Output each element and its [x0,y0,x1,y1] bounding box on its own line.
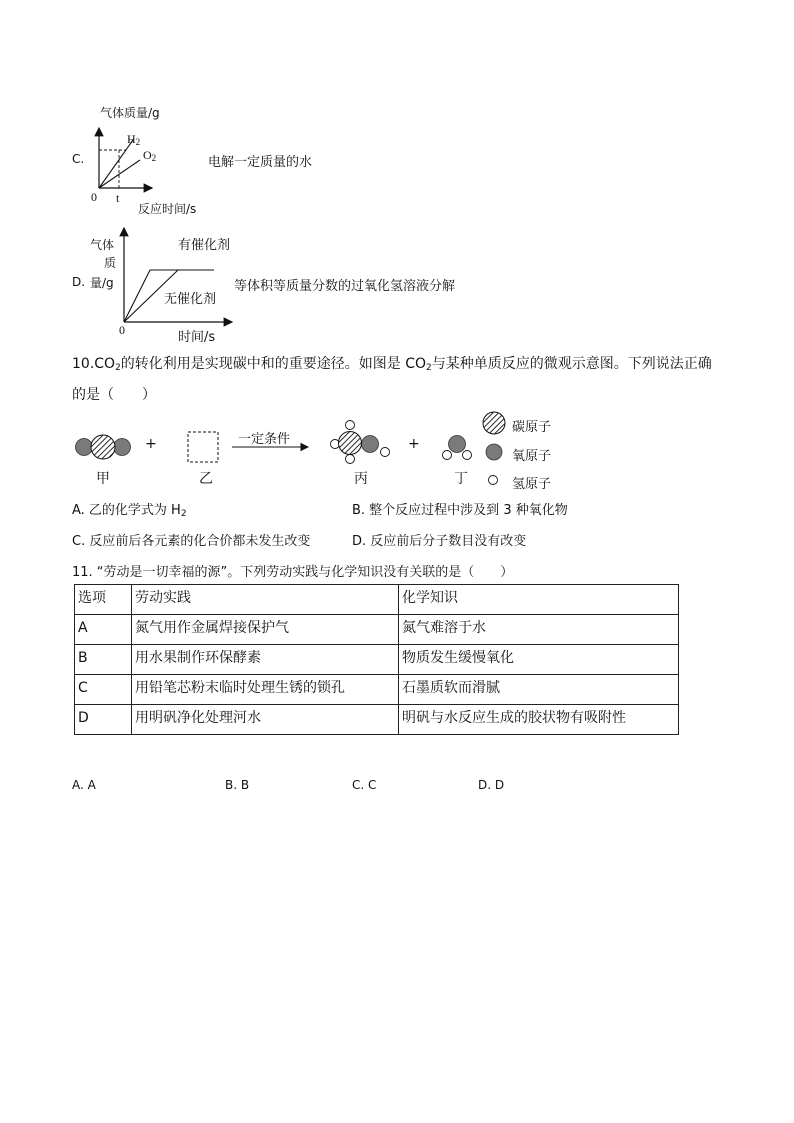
table-row [75,645,679,675]
hydrogen-atom [381,448,390,457]
option-d-y-axis-label-1: 气体 [90,238,115,252]
q11-table [74,584,679,735]
option-d-with-catalyst: 有催化剂 [178,238,231,253]
molecule-ding [443,436,472,460]
q11-answer-d[interactable]: D. D [478,778,505,792]
legend-carbon-atom [483,412,505,434]
q11-answer-b[interactable]: B. B [225,778,250,792]
q10-option-b: B. 整个反应过程中涉及到 3 种氧化物 [352,503,568,518]
q11-stem: 11. “劳动是一切幸福的源”。下列劳动实践与化学知识没有关联的是（ ） [72,565,514,580]
plus-sign-1: + [145,436,157,452]
q10-option-c: C. 反应前后各元素的化合价都未发生改变 [72,534,311,549]
hydrogen-atom [346,421,355,430]
q10-reaction-diagram [0,0,794,500]
plus-sign-2: + [408,436,420,452]
legend-oxygen-atom [486,444,502,460]
q11-answer-c[interactable]: C. C [352,778,377,792]
table-cell: D [75,705,132,735]
option-d-origin: 0 [119,323,125,337]
table-cell: C [75,675,132,705]
option-c-description: 电解一定质量的水 [208,155,313,170]
table-header-cell: 劳动实践 [132,585,399,615]
option-c-t-tick: t [116,191,120,205]
oxygen-atom [449,436,466,453]
table-cell: 明矾与水反应生成的胶状物有吸附性 [399,705,679,735]
table-cell: 用明矾净化处理河水 [132,705,399,735]
carbon-atom [339,432,362,455]
reaction-condition: 一定条件 [238,432,291,447]
carbon-atom [91,435,115,459]
label-ding: 丁 [454,471,468,487]
option-c-x-axis-label: 反应时间/s [138,202,197,216]
label-yi: 乙 [199,471,213,487]
table-cell: 用铅笔芯粉末临时处理生锈的锁孔 [132,675,399,705]
table-cell: 氮气难溶于水 [399,615,679,645]
label-bing: 丙 [354,471,368,487]
legend-hydrogen-label: 氢原子 [512,477,552,492]
table-cell: B [75,645,132,675]
option-d-y-axis-label-3: 量/g [90,276,114,290]
table-cell: 氮气用作金属焊接保护气 [132,615,399,645]
legend-oxygen-label: 氧原子 [512,449,552,464]
hydrogen-atom [346,455,355,464]
q11-answer-a[interactable]: A. A [72,778,96,792]
table-cell: A [75,615,132,645]
option-d-letter: D. [72,275,86,289]
molecule-jia [76,435,131,459]
table-cell: 物质发生缓慢氧化 [399,645,679,675]
table-cell: 石墨质软而滑腻 [399,675,679,705]
oxygen-atom [114,439,131,456]
legend-carbon-label: 碳原子 [512,420,552,435]
option-d-x-axis-label: 时间/s [178,330,216,345]
option-d-without-catalyst: 无催化剂 [164,292,217,307]
legend-hydrogen-atom [489,476,498,485]
table-header-cell: 化学知识 [399,585,679,615]
table-row [75,615,679,645]
oxygen-atom [362,436,379,453]
option-d-description: 等体积等质量分数的过氧化氢溶液分解 [234,279,456,294]
molecule-yi-placeholder [188,432,218,462]
table-header-cell: 选项 [75,585,132,615]
hydrogen-atom [463,451,472,460]
q10-stem-line-2: 的是（ ） [72,387,156,403]
table-row [75,705,679,735]
table-header-row [75,585,679,615]
molecule-bing [331,421,390,464]
option-c-y-axis-label: 气体质量/g [100,106,160,120]
table-row [75,675,679,705]
oxygen-atom [76,439,93,456]
option-c-origin: 0 [91,190,97,204]
table-cell: 用水果制作环保酵素 [132,645,399,675]
q10-stem-line-1: $10.CO_2$的转化利用是实现碳中和的重要途径。如图是 $CO_2$与某种单质反应的微观示意图。下列说法正确 [72,356,712,373]
option-d-y-axis-label-2: 质 [104,256,117,270]
q10-option-a: A. 乙的化学式为 $H_2$ [72,503,187,519]
option-c-h2-label: $H_2$ [127,132,141,147]
option-c-letter: C. [72,152,85,166]
option-c-o2-label: $O_2$ [143,148,157,163]
q10-option-d: D. 反应前后分子数目没有改变 [352,534,527,549]
label-jia: 甲 [96,471,110,487]
hydrogen-atom [443,451,452,460]
